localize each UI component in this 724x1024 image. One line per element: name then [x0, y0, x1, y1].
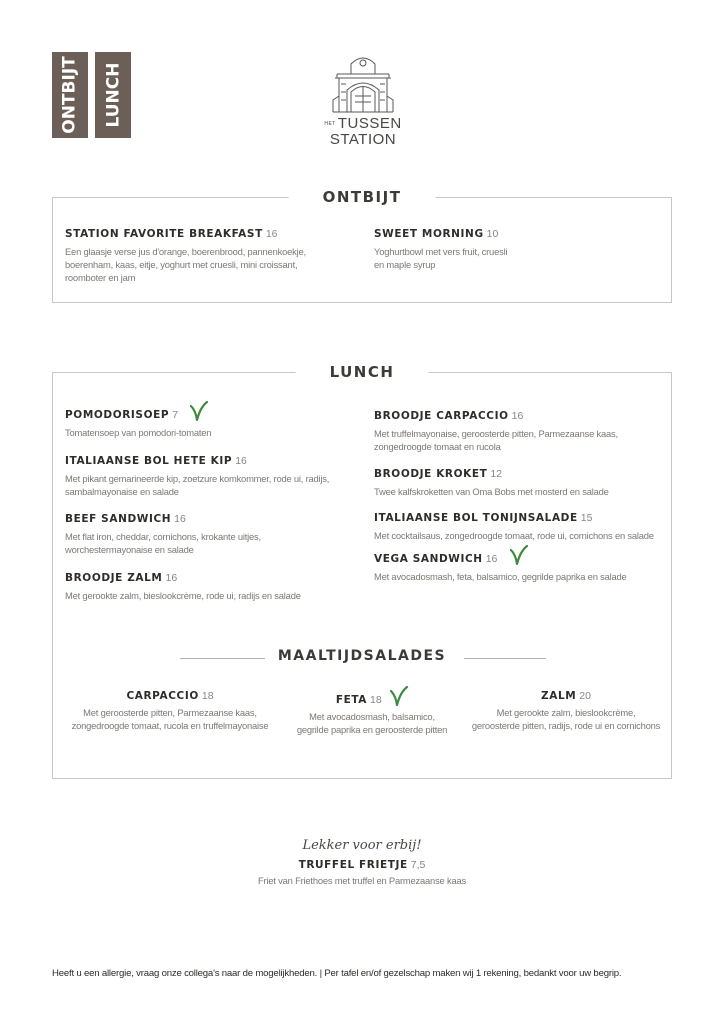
item-price: 15 [580, 512, 593, 524]
salad-item [456, 686, 676, 732]
item-name: TRUFFEL FRIETJE [298, 859, 408, 871]
item-desc: Met avocadosmash, feta, balsamico, gegrilde paprika en salade [374, 571, 627, 582]
item-name: BEEF SANDWICH [65, 513, 172, 525]
item-name: CARPACCIO [126, 690, 199, 702]
logo-line1: TUSSEN [337, 115, 402, 132]
item-desc: Met cocktailsaus, zongedroogde tomaat, rode ui, cornichons en salade [374, 530, 654, 541]
item-desc: Met flat iron, cheddar, cornichons, krokante uitjes, worchestermayonaise en salade [65, 531, 261, 555]
menu-item [65, 509, 365, 556]
item-name: ZALM [541, 690, 577, 702]
vegan-leaf-icon [510, 545, 528, 565]
item-price: 16 [485, 553, 498, 565]
item-name: VEGA SANDWICH [374, 553, 483, 565]
item-price: 16 [235, 455, 247, 467]
menu-item [65, 568, 365, 602]
item-desc: Met gerookte zalm, bieslookcrème, geroosterde pitten, radijs, rode ui en cornichons [471, 707, 661, 731]
item-name: FETA [335, 694, 368, 706]
item-name: POMODORISOEP [65, 409, 170, 421]
logo [322, 52, 404, 147]
menu-item [65, 401, 365, 439]
menu-item [374, 464, 664, 498]
menu-item [374, 545, 664, 583]
menu-item [374, 406, 664, 453]
item-name: BROODJE ZALM [65, 572, 163, 584]
vegan-leaf-icon [190, 401, 208, 421]
item-price: 7 [172, 409, 179, 421]
item-price: 10 [486, 228, 499, 240]
item-name: ITALIAANSE BOL HETE KIP [65, 455, 233, 467]
item-desc: Yoghurtbowl met vers fruit, cruesli en maple syrup [374, 246, 508, 270]
tab-lunch-label: LUNCH [103, 62, 123, 128]
item-desc: Friet van Friethoes met truffel en Parmezaanse kaas [258, 875, 466, 886]
item-desc: Tomatensoep van pomodori-tomaten [65, 427, 212, 438]
ontbijt-section [52, 188, 672, 303]
footer-note: Heeft u een allergie, vraag onze collega's naar de mogelijkheden. | Per tafel en/of gezelschap maken wij 1 rekening, bedankt voor uw begrip. [52, 968, 622, 979]
ontbijt-title: ONTBIJT [289, 188, 436, 206]
menu-item [65, 451, 365, 498]
station-building-icon [329, 52, 397, 114]
salad-item [262, 686, 482, 736]
tab-lunch[interactable] [95, 52, 131, 138]
item-name: SWEET MORNING [374, 228, 484, 240]
maaltijdsalades-title: MAALTIJDSALADES [277, 648, 447, 664]
item-name: BROODJE CARPACCIO [374, 410, 509, 422]
item-desc: Een glaasje verse jus d'orange, boerenbrood, pannenkoekje, boerenham, kaas, eitje, yoghurt met cruesli, mini croissant, roomboter en jam [65, 246, 306, 283]
item-desc: Met geroosterde pitten, Parmezaanse kaas, zongedroogde tomaat, rucola en truffelmayonaise [71, 707, 269, 731]
item-price: 7,5 [410, 859, 426, 871]
item-price: 12 [490, 468, 503, 480]
divider-right [464, 658, 546, 659]
salad-item [60, 686, 280, 732]
item-desc: Met gerookte zalm, bieslookcrème, rode ui, radijs en salade [65, 590, 301, 601]
item-price: 16 [174, 513, 186, 525]
menu-item [374, 508, 664, 542]
item-price: 18 [370, 694, 382, 706]
item-desc: Met pikant gemarineerde kip, zoetzure komkommer, rode ui, radijs, sambalmayonaise en salade [65, 473, 330, 497]
tab-ontbijt[interactable] [52, 52, 88, 138]
vegan-leaf-icon [390, 686, 408, 706]
item-desc: Met avocadosmash, balsamico, gegrilde paprika en geroosterde pitten [296, 711, 448, 735]
item-name: STATION FAVORITE BREAKFAST [65, 228, 263, 240]
menu-item [374, 224, 654, 271]
item-price: 18 [201, 690, 214, 702]
item-price: 16 [165, 572, 178, 584]
logo-line2: STATION [329, 130, 397, 148]
extra-section [212, 838, 512, 887]
item-price: 20 [579, 690, 591, 702]
logo-het: HET [324, 120, 336, 127]
item-price: 16 [265, 228, 278, 240]
item-name: ITALIAANSE BOL TONIJNSALADE [374, 512, 578, 524]
item-name: BROODJE KROKET [374, 468, 488, 480]
item-price: 16 [511, 410, 524, 422]
item-desc: Met truffelmayonaise, geroosterde pitten, Parmezaanse kaas, zongedroogde tomaat en rucola [374, 428, 618, 452]
menu-item [65, 224, 365, 284]
tab-ontbijt-label: ONTBIJT [60, 56, 81, 134]
item-desc: Twee kalfskroketten van Oma Bobs met mosterd en salade [374, 486, 609, 497]
divider-left [180, 658, 265, 659]
lunch-title: LUNCH [296, 363, 429, 381]
extra-tagline: Lekker voor erbij! [302, 838, 422, 853]
